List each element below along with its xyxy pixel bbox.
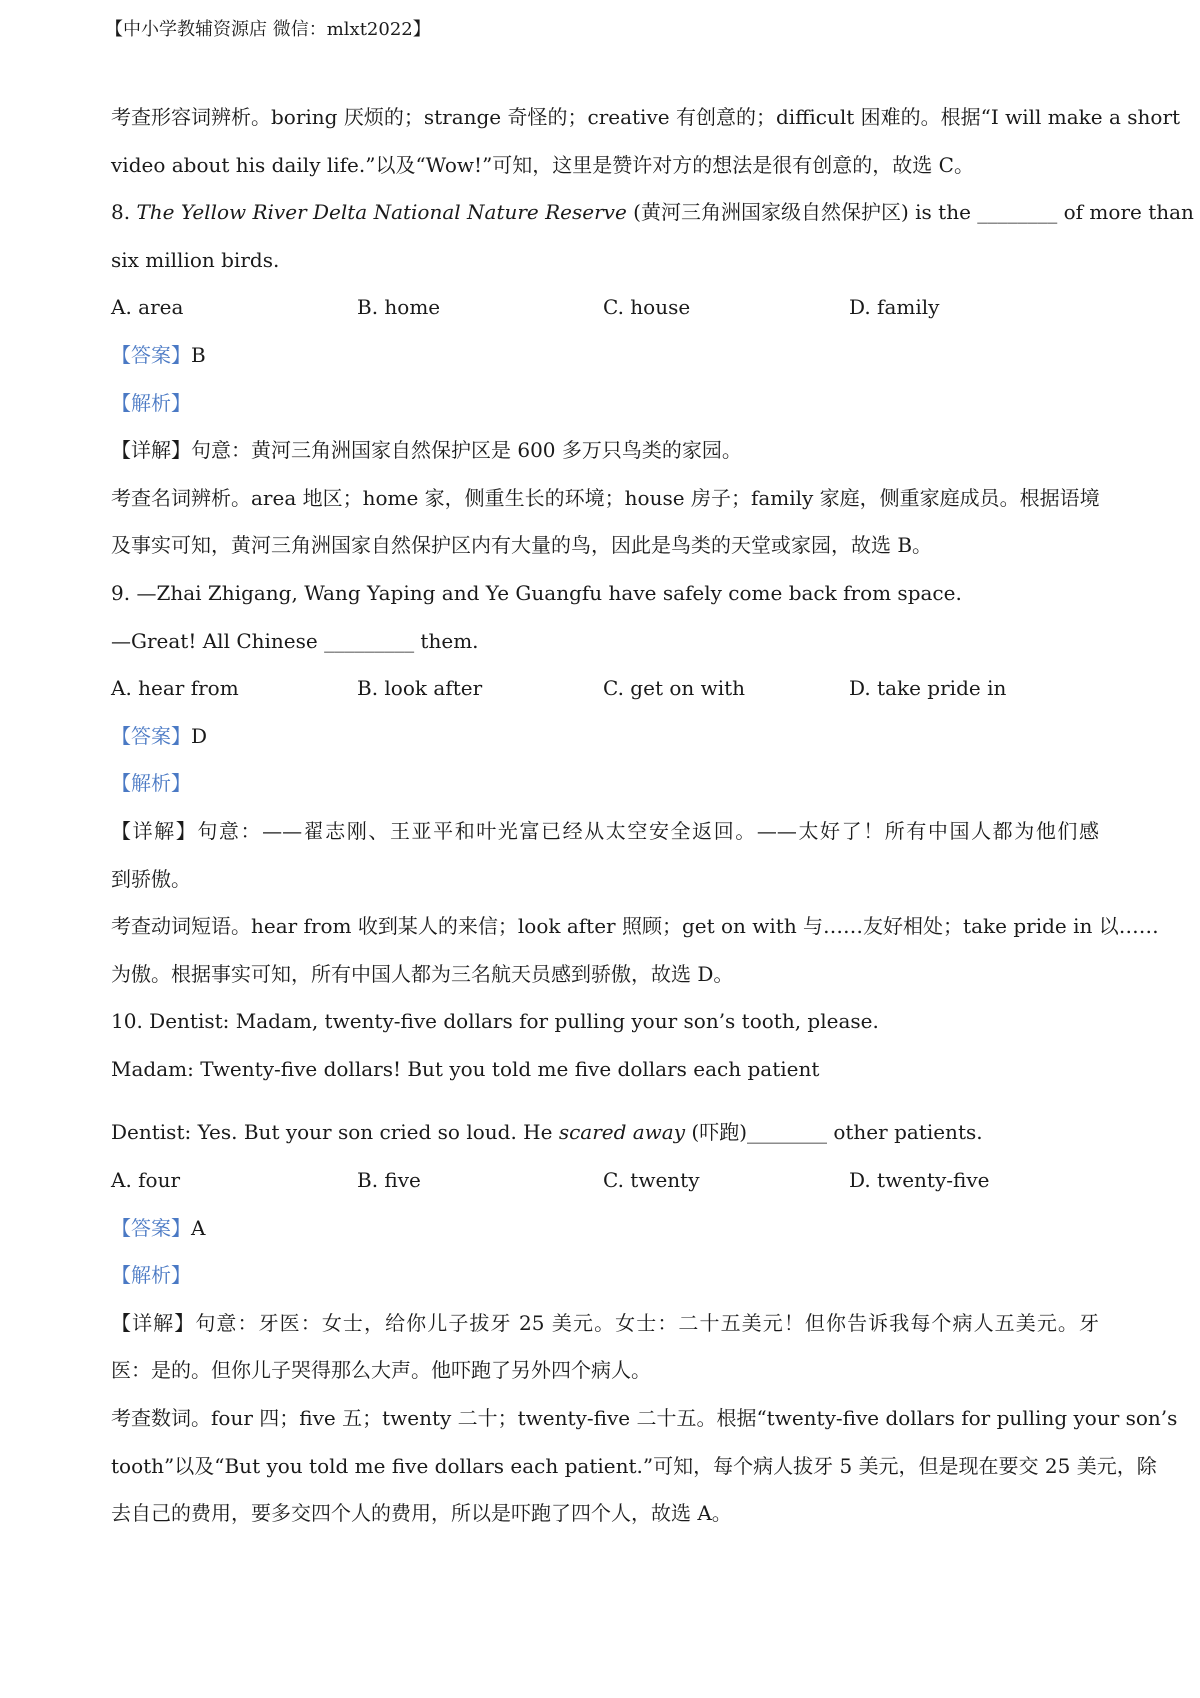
q9-analysis-line-2: 为傲。根据事实可知，所有中国人都为三名航天员感到骄傲，故选 D。	[111, 961, 734, 986]
q8-option-a: A. area	[111, 295, 184, 320]
q8-detail	[111, 427, 1099, 475]
q10-detail-text: 句意：牙医：女士，给你儿子拔牙 25 美元。女士：二十五美元！但你告诉我每个病人五美元。牙	[195, 1310, 1100, 1335]
q10-detail-line-2: 医：是的。但你儿子哭得那么大声。他吓跑了另外四个病人。	[111, 1358, 651, 1383]
q9-option-b: B. look after	[357, 676, 483, 701]
q9-detail-line-1	[111, 808, 1099, 856]
q10-stem-line-3-post: (吓跑)________ other patients.	[685, 1120, 983, 1145]
q8-option-d: D. family	[849, 295, 940, 320]
q10-stem-line-2: Madam: Twenty-five dollars! But you told me five dollars each patient	[111, 1056, 820, 1081]
q8-options	[111, 284, 1099, 332]
q8-answer	[111, 332, 1099, 380]
q7-analysis-line-1: 考查形容词辨析。boring 厌烦的；strange 奇怪的；creative 有创意的；difficult 困难的。根据“I will make a short	[111, 105, 1181, 129]
q9-answer-value: D	[191, 723, 208, 748]
q9-options	[111, 665, 1099, 713]
q9-analysis-label: 【解析】	[111, 771, 191, 796]
q10-analysis-line-2: tooth”以及“But you told me five dollars each patient.”可知，每个病人拔牙 5 美元，但是现在要交 25 美元，除	[111, 1453, 1157, 1478]
document-body	[111, 94, 1194, 1538]
q10-analysis-label: 【解析】	[111, 1263, 191, 1288]
q9-option-d: D. take pride in	[849, 676, 1007, 701]
watermark-header: 【中小学教辅资源店 微信：mlxt2022】	[105, 19, 431, 40]
q10-detail-label: 【详解】	[111, 1310, 196, 1335]
q10-stem-line-3	[111, 1109, 1099, 1157]
q10-stem-line-3-pre: Dentist: Yes. But your son cried so loud. He	[111, 1120, 559, 1145]
q10-option-a: A. four	[111, 1168, 181, 1193]
q10-stem-gap	[111, 1093, 1099, 1109]
q10-answer	[111, 1205, 1099, 1253]
q10-answer-value: A	[191, 1215, 206, 1240]
q9-answer	[111, 713, 1099, 761]
q8-detail-label: 【详解】	[111, 438, 191, 463]
q10-stem-line-3-italic: scared away	[558, 1120, 686, 1145]
q10-analysis-line-3: 去自己的费用，要多交四个人的费用，所以是吓跑了四个人，故选 A。	[111, 1501, 732, 1526]
q8-number: 8.	[111, 200, 137, 225]
q10-option-d: D. twenty-five	[849, 1168, 990, 1193]
q9-stem-line-2: —Great! All Chinese _________ them.	[111, 628, 479, 653]
q8-option-b: B. home	[357, 295, 441, 320]
q10-options	[111, 1157, 1099, 1205]
q8-answer-value: B	[191, 342, 206, 367]
q8-detail-text: 句意：黄河三角洲国家自然保护区是 600 多万只鸟类的家园。	[191, 438, 742, 463]
q8-stem-line-2: six million birds.	[111, 247, 280, 272]
q8-stem-rest: (黄河三角洲国家级自然保护区) is the ________ of more than	[626, 200, 1194, 225]
q10-analysis-line-1: 考查数词。four 四；five 五；twenty 二十；twenty-five 二十五。根据“twenty-five dollars for pulling your son’s	[111, 1406, 1178, 1431]
q10-answer-label: 【答案】	[111, 1215, 191, 1240]
q8-analysis-label: 【解析】	[111, 390, 191, 415]
q8-answer-label: 【答案】	[111, 342, 191, 367]
q9-option-a: A. hear from	[111, 676, 239, 701]
q8-stem-line-1	[111, 189, 1194, 237]
q10-stem-line-1: 10. Dentist: Madam, twenty-five dollars for pulling your son’s tooth, please.	[111, 1009, 879, 1034]
q8-option-c: C. house	[603, 295, 691, 320]
q9-answer-label: 【答案】	[111, 723, 191, 748]
q7-analysis-line-2: video about his daily life.”以及“Wow!”可知，这里是赞许对方的想法是很有创意的，故选 C。	[111, 152, 974, 177]
q9-analysis-line-1: 考查动词短语。hear from 收到某人的来信；look after 照顾；get on with 与……友好相处；take pride in 以……	[111, 914, 1159, 939]
q8-analysis-line-2: 及事实可知，黄河三角洲国家自然保护区内有大量的鸟，因此是鸟类的天堂或家园，故选 B。	[111, 533, 933, 558]
q9-detail-text: 句意：——翟志刚、王亚平和叶光富已经从太空安全返回。——太好了！所有中国人都为他们感	[197, 818, 1100, 843]
q9-option-c: C. get on with	[603, 676, 746, 701]
q10-option-b: B. five	[357, 1168, 421, 1193]
q8-title-italic: The Yellow River Delta National Nature Reserve	[136, 200, 627, 225]
q9-detail-line-2: 到骄傲。	[111, 866, 191, 891]
q8-analysis-line-1: 考查名词辨析。area 地区；home 家，侧重生长的环境；house 房子；family 家庭，侧重家庭成员。根据语境	[111, 485, 1100, 510]
q9-stem-line-1: 9. —Zhai Zhigang, Wang Yaping and Ye Guangfu have safely come back from space.	[111, 580, 962, 605]
q10-detail-line-1	[111, 1300, 1099, 1348]
q9-detail-label: 【详解】	[111, 818, 198, 843]
q10-option-c: C. twenty	[603, 1168, 700, 1193]
